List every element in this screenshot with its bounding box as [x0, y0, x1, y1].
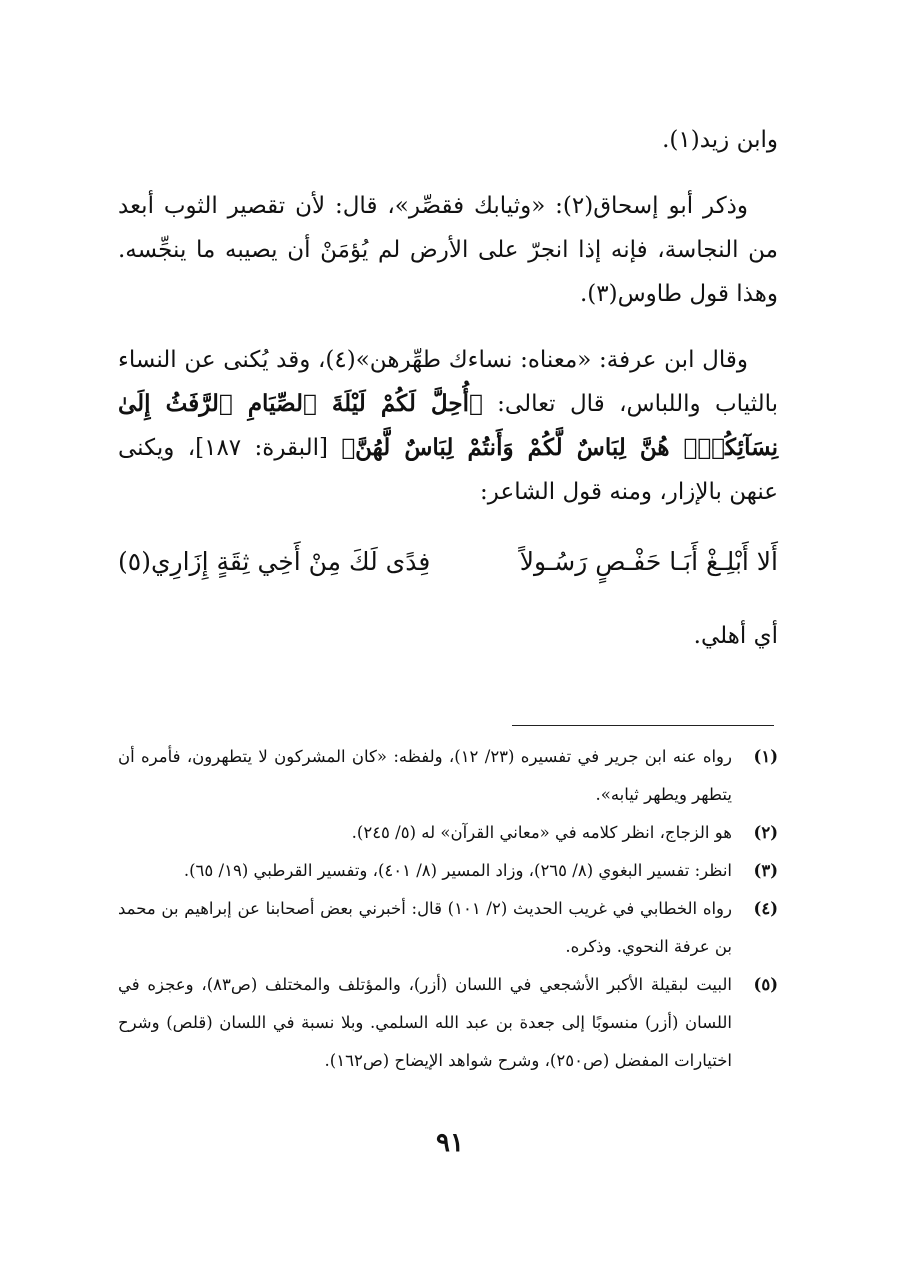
footnote-text: رواه الخطابي في غريب الحديث (٢/ ١٠١) قال: أخبرني بعض أصحابنا عن إبراهيم بن محمد بن عرفة النحوي. وذكره.: [118, 899, 732, 956]
footnote-number: (٣): [753, 861, 778, 880]
paragraph-abu-ishaq: وذكر أبو إسحاق(٢): «وثيابك فقصِّر»، قال: لأن تقصير الثوب أبعد من النجاسة، فإنه إذا انجرّ على الأرض لم يُؤمَنْ أن يصيبه ما ينجِّسه. وهذا قول طاوس(٣).: [118, 193, 778, 307]
footnote-separator: [512, 725, 774, 726]
poetry-verse: [118, 540, 778, 584]
footnote-number: (٢): [753, 823, 778, 842]
footnote-5: [118, 966, 778, 1080]
footnote-4: [118, 890, 778, 966]
paragraph-ibn-arafa-rest: [البقرة: ١٨٧]، ويكنى عنهن بالإزار، ومنه قول الشاعر:: [118, 435, 778, 505]
footnote-text: هو الزجاج، انظر كلامه في «معاني القرآن» له (٥/ ٢٤٥).: [351, 823, 732, 842]
footnote-2: [118, 814, 778, 852]
footnote-number: (١): [753, 747, 778, 766]
quran-verse: ﴿أُحِلَّ لَكُمْ لَيْلَةَ ٱلصِّيَامِ ٱلرَّفَثُ إِلَىٰ نِسَآئِكُمْۚ هُنَّ لِبَاسٌ لَّكُمْ وَأَنتُمْ لِبَاسٌ لَّهُنَّ﴾: [118, 390, 778, 461]
footnote-text: انظر: تفسير البغوي (٨/ ٢٦٥)، وزاد المسير (٨/ ٤٠١)، وتفسير القرطبي (١٩/ ٦٥).: [183, 861, 732, 880]
footnote-text: البيت لبقيلة الأكبر الأشجعي في اللسان (أزر)، والمؤتلف والمختلف (ص٨٣)، وعجزه في اللسان (أزر) منسوبًا إلى جعدة بن عبد الله السلمي. وبلا نسبة في اللسان (قلص) وشرح اختيارات المفضل (ص٢٥٠)، وشرح شواهد الإيضاح (ص١٦٢).: [118, 975, 732, 1070]
verse-first-hemistich: أَلا أَبْلِـغْ أَبَـا حَفْـصٍ رَسُـولاً: [519, 547, 778, 576]
footnotes: [118, 738, 778, 1080]
footnote-1: [118, 738, 778, 814]
footnote-3: [118, 852, 778, 890]
paragraph-ibn-arafa: [118, 338, 778, 514]
footnote-number: (٤): [753, 899, 778, 918]
footnote-text: رواه عنه ابن جرير في تفسيره (٢٣/ ١٢)، ولفظه: «كان المشركون لا يتطهرون، فأمره أن يتطهر ويطهر ثيابه».: [118, 747, 732, 804]
main-text: [118, 118, 778, 658]
paragraph-ibn-zayd: وابن زيد(١).: [662, 127, 778, 153]
paragraph-ay-ahli: أي أهلي.: [693, 623, 778, 649]
page-number: ٩١: [436, 1128, 464, 1158]
verse-second-hemistich: فِدًى لَكَ مِنْ أَخِي ثِقَةٍ إِزَارِي(٥): [118, 547, 431, 576]
footnote-number: (٥): [753, 975, 778, 994]
paragraph-ibn-arafa-intro: وقال ابن عرفة: «معناه: نساءك طهِّرهن»(٤)، وقد يُكنى عن النساء بالثياب واللباس، قال تعالى:: [118, 347, 778, 417]
